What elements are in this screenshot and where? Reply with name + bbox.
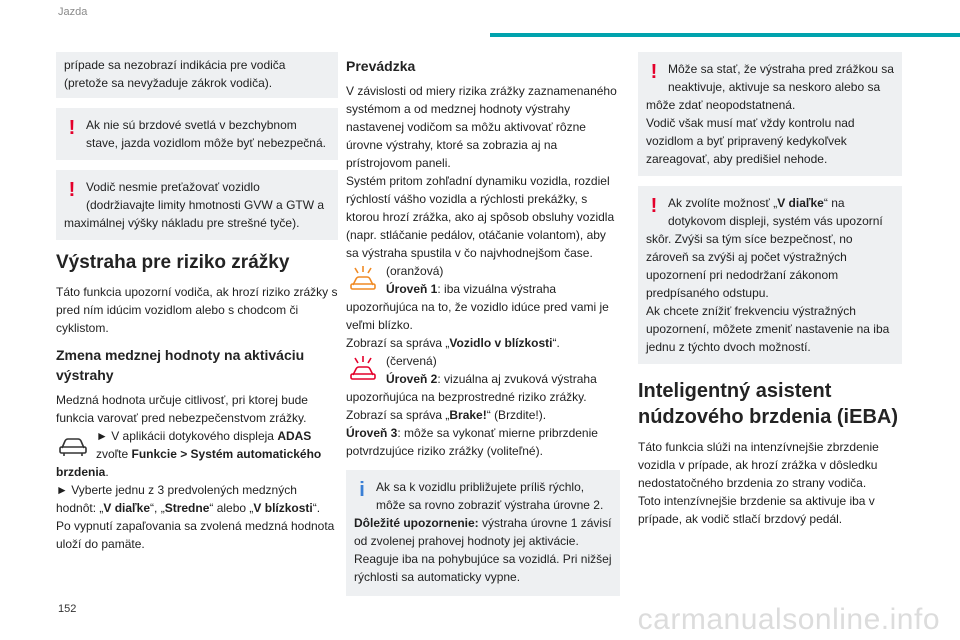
watermark: carmanualsonline.info xyxy=(637,603,940,636)
column-1 xyxy=(56,52,338,553)
option-far: V diaľke xyxy=(777,196,824,210)
warning-exclamation-icon: ! xyxy=(68,179,76,201)
warning-exclamation-icon: ! xyxy=(650,195,658,217)
level-2-message xyxy=(346,406,620,424)
operation-paragraph-2: Systém pritom zohľadní dynamiku vozidla, rozdiel rýchlostí vášho vozidla a rýchlosti prekážky, s ktorou hrozí zrážka, ako aj spôsob obsluhy vozidla (napr. stláčanie pedálov, otáčanie volantom), aby sa výstraha spustila v čo najvhodnejšom čase. xyxy=(346,174,615,260)
header-section-title: Jazda xyxy=(58,6,88,18)
step-adas-settings xyxy=(56,427,338,481)
operation-paragraph-1: V závislosti od miery rizika zrážky zaznamenaného systémom a od medznej hodnoty výstrahy nastavenej vodičom sa môžu aktivovať rôzne úrovne výstrahy, ktoré sa zobrazia aj na prístrojovom paneli. xyxy=(346,84,617,170)
header-accent-rule xyxy=(490,33,960,37)
message-brake: Brake! xyxy=(449,408,487,422)
column-2 xyxy=(346,52,620,606)
level-2-block xyxy=(346,352,620,406)
message-text: Zobrazí sa správa „ xyxy=(346,408,450,422)
important-text: výstraha úrovne 1 závisí od zvolenej prahovej hodnoty jej aktivácie. Reaguje iba na pohybujúce sa vozidlá. Pri nižšej rýchlosti sa automaticky vypne. xyxy=(354,516,612,584)
warning-text: Vodič nesmie preťažovať vozidlo (dodržiavajte limity hmotnosti GVW a GTW a maximálnej výšky nákladu pre strešné tyče). xyxy=(64,180,325,230)
step-text: ► V aplikácii dotykového displeja xyxy=(96,429,278,443)
step-text: ► Vyberte jednu z 3 predvolených medzných hodnôt: „ xyxy=(56,483,297,515)
message-text: “ (Brzdite!). xyxy=(486,408,547,422)
warning-exclamation-icon: ! xyxy=(650,61,658,83)
car-adas-icon xyxy=(56,429,90,459)
level-1-text: : iba vizuálna výstraha upozorňujúca na to, že vozidlo idúce pred vami je veľmi blízko. xyxy=(346,282,609,332)
info-icon: i xyxy=(359,479,365,501)
page-number: 152 xyxy=(58,603,77,615)
step-menu-path: Funkcie > Systém automatického brzdenia xyxy=(56,447,322,479)
important-label: Dôležité upozornenie: xyxy=(354,516,479,530)
warning-text: Ak nie sú brzdové svetlá v bezchybnom stave, jazda vozidlom môže byť nebezpečná. xyxy=(86,118,326,150)
message-text: “. xyxy=(552,336,560,350)
warning-text-part: Ak zvolíte možnosť „ xyxy=(668,196,778,210)
warning-box-brake-lights xyxy=(56,108,338,160)
level-2-color: (červená) xyxy=(386,354,437,368)
intro-paragraph: Táto funkcia upozorní vodiča, ak hrozí riziko zrážky s pred ním idúcim vozidlom alebo s chodcom či cyklistom. xyxy=(56,285,338,335)
message-vehicle-near: Vozidlo v blízkosti xyxy=(449,336,553,350)
warning-text-part: “ na dotykovom displeji, systém vás upozorní skôr. Zvýši sa tým síce bezpečnosť, no zároveň sa zvýši aj počet výstražných upozornení pri nedodržaní zákonom predpísaného odstupu. xyxy=(646,196,883,300)
note-box-continued xyxy=(56,52,338,98)
threshold-paragraph: Medzná hodnota určuje citlivosť, pri ktorej bude funkcia varovať pred nebezpečenstvom zrážky. xyxy=(56,393,308,425)
step-text: zvoľte xyxy=(96,447,132,461)
step-text: “, „ xyxy=(150,501,165,515)
column-3 xyxy=(638,52,902,528)
level-3-label: Úroveň 3 xyxy=(346,426,398,440)
level-1-block xyxy=(346,262,620,334)
step-app-name: ADAS xyxy=(277,429,312,443)
ieba-paragraph-2: Toto intenzívnejšie brzdenie sa aktivuje iba v prípade, ak vodič stlačí brzdový pedál. xyxy=(638,494,875,526)
section-heading-collision-warning: Výstraha pre riziko zrážky xyxy=(56,252,290,273)
warning-text: Ak chcete znížiť frekvenciu výstražných upozornení, môžete zmeniť nastavenie na iba jednu z týchto dvoch možností. xyxy=(646,304,890,354)
message-text: Zobrazí sa správa „ xyxy=(346,336,450,350)
step-text: “. xyxy=(312,501,321,515)
section-heading-operation: Prevádzka xyxy=(346,58,416,74)
subsection-heading-threshold: Zmena medznej hodnoty na aktiváciu výstrahy xyxy=(56,347,305,383)
info-text: Ak sa k vozidlu približujete príliš rýchlo, môže sa rovno zobraziť výstraha úrovne 2. xyxy=(376,480,604,512)
level-1-message xyxy=(346,334,620,352)
note-text: prípade sa nezobrazí indikácia pre vodiča (pretože sa nevyžaduje zákrok vodiča). xyxy=(64,58,286,90)
ieba-paragraph-1: Táto funkcia slúži na intenzívnejšie zbrzdenie vozidla v prípade, ak hrozí zrážka v dôsledku nedostatočného brzdenia zo strany vodiča. xyxy=(638,440,879,490)
collision-alert-red-icon xyxy=(346,354,380,384)
level-3-text: : môže sa vykonať mierne pribrzdenie potvrdzujúce riziko zrážky (voliteľné). xyxy=(346,426,598,458)
step-text: . xyxy=(105,465,109,479)
option-medium: Stredne xyxy=(164,501,210,515)
warning-box-unreliable xyxy=(638,52,902,176)
level-1-label: Úroveň 1 xyxy=(386,282,438,296)
level-3-block xyxy=(346,424,620,460)
step-text: “ alebo „ xyxy=(209,501,254,515)
section-heading-ieba: Inteligentný asistent núdzového brzdenia (iEBA) xyxy=(638,380,898,428)
warning-box-overload xyxy=(56,170,338,240)
step-choose-threshold xyxy=(56,481,338,517)
warning-exclamation-icon: ! xyxy=(68,117,76,139)
info-important xyxy=(354,514,612,586)
warning-text xyxy=(646,194,894,302)
option-far: V diaľke xyxy=(103,501,151,515)
warning-box-far-setting xyxy=(638,186,902,364)
level-1-color: (oranžová) xyxy=(386,264,444,278)
memory-paragraph: Po vypnutí zapaľovania sa zvolená medzná hodnota uloží do pamäte. xyxy=(56,519,335,551)
option-near: V blízkosti xyxy=(253,501,313,515)
warning-text: Vodič však musí mať vždy kontrolu nad vozidlom a byť pripravený kedykoľvek zareagovať, aby predišiel nehode. xyxy=(646,116,855,166)
level-2-label: Úroveň 2 xyxy=(386,372,438,386)
info-box-approach xyxy=(346,470,620,596)
warning-text: Môže sa stať, že výstraha pred zrážkou sa neaktivuje, aktivuje sa neskoro alebo sa môže zdať neopodstatnená. xyxy=(646,62,894,112)
collision-alert-orange-icon xyxy=(346,264,380,294)
level-2-text: : vizuálna aj zvuková výstraha upozorňujúca na bezprostredné riziko zrážky. xyxy=(346,372,597,404)
